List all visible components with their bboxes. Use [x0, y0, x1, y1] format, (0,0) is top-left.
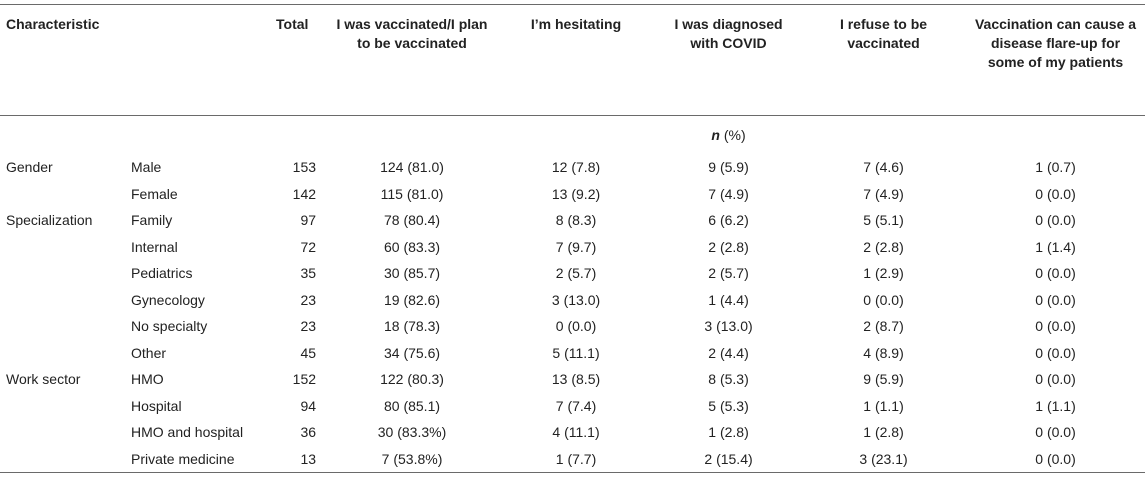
cell-subgroup: Family — [131, 212, 173, 229]
table-row — [0, 419, 1145, 446]
cell-group: Gender — [6, 159, 53, 176]
cell-vaccinated: 115 (81.0) — [380, 185, 444, 202]
cell-group — [0, 393, 125, 420]
cell-refuse: 1 (2.8) — [863, 424, 904, 441]
cell-refuse: 5 (5.1) — [863, 212, 904, 229]
cell-total: 153 — [292, 159, 317, 176]
cell-refuse: 1 (2.9) — [863, 265, 904, 282]
header-row — [0, 5, 1145, 116]
cell-refuse: 1 (1.1) — [863, 397, 904, 414]
cell-vaccinated: 124 (81.0) — [380, 159, 444, 176]
cell-total: 94 — [300, 397, 317, 414]
cell-vaccinated: 122 (80.3) — [380, 371, 444, 388]
cell-diagnosed: 2 (4.4) — [708, 344, 749, 361]
cell-subgroup: Male — [131, 159, 162, 176]
table-row — [0, 393, 1145, 420]
cell-subgroup: Gynecology — [131, 291, 205, 308]
cell-flare-up: 0 (0.0) — [1035, 344, 1076, 361]
table-body — [0, 116, 1145, 473]
cell-diagnosed: 7 (4.9) — [708, 185, 749, 202]
cell-flare-up: 0 (0.0) — [1035, 265, 1076, 282]
cell-total: 36 — [300, 424, 317, 441]
cell-vaccinated: 18 (78.3) — [383, 318, 441, 335]
header-hesitating: I’m hesitating — [496, 5, 656, 116]
cell-flare-up: 0 (0.0) — [1035, 371, 1076, 388]
cell-hesitating: 12 (7.8) — [551, 159, 601, 176]
cell-total: 152 — [292, 371, 317, 388]
cell-refuse: 0 (0.0) — [863, 291, 904, 308]
cell-vaccinated: 34 (75.6) — [383, 344, 441, 361]
cell-subgroup: HMO — [131, 371, 164, 388]
table-row — [0, 181, 1145, 208]
cell-total: 23 — [300, 318, 317, 335]
cell-refuse: 3 (23.1) — [801, 446, 966, 473]
cell-diagnosed: 9 (5.9) — [708, 159, 749, 176]
cell-group: Specialization — [6, 212, 93, 229]
cell-diagnosed: 2 (5.7) — [708, 265, 749, 282]
cell-diagnosed: 3 (13.0) — [704, 318, 753, 335]
cell-hesitating: 0 (0.0) — [555, 318, 597, 335]
cell-hesitating: 8 (8.3) — [555, 212, 597, 229]
cell-flare-up: 0 (0.0) — [1035, 185, 1076, 202]
cell-diagnosed: 8 (5.3) — [708, 371, 749, 388]
cell-vaccinated: 78 (80.4) — [383, 212, 441, 229]
table-row — [0, 207, 1145, 234]
cell-flare-up: 0 (0.0) — [1035, 318, 1076, 335]
cell-group: Work sector — [6, 371, 81, 388]
cell-subgroup: HMO and hospital — [131, 424, 244, 441]
unit-pct: (%) — [719, 127, 746, 143]
table-row — [0, 234, 1145, 261]
cell-refuse: 4 (8.9) — [863, 344, 904, 361]
cell-flare-up: 0 (0.0) — [1035, 424, 1076, 441]
cell-group — [0, 313, 125, 340]
cell-diagnosed: 1 (4.4) — [708, 291, 749, 308]
header-refuse: I refuse to be vaccinated — [801, 5, 966, 116]
cell-refuse: 7 (4.6) — [863, 159, 904, 176]
cell-total: 35 — [300, 265, 317, 282]
cell-flare-up: 0 (0.0) — [1035, 291, 1076, 308]
cell-diagnosed: 2 (2.8) — [708, 238, 749, 255]
cell-diagnosed: 5 (5.3) — [708, 397, 749, 414]
cell-subgroup: Female — [131, 185, 178, 202]
cell-refuse: 2 (8.7) — [863, 318, 904, 335]
cell-refuse: 9 (5.9) — [863, 371, 904, 388]
cell-group — [0, 340, 125, 367]
cell-hesitating: 13 (8.5) — [551, 371, 601, 388]
header-diagnosed: I was diagnosed with COVID — [656, 5, 801, 116]
cell-group — [0, 181, 125, 208]
header-vaccinated: I was vaccinated/I plan to be vaccinated — [328, 5, 496, 116]
cell-refuse: 2 (2.8) — [863, 238, 904, 255]
cell-total: 45 — [300, 344, 317, 361]
cell-total: 97 — [300, 212, 317, 229]
cell-total: 23 — [300, 291, 317, 308]
cell-subgroup: Hospital — [131, 397, 182, 414]
header-flare-up: Vaccination can cause a disease flare-up for some of my patients — [966, 5, 1145, 116]
table-row — [0, 287, 1145, 314]
header-total: Total — [270, 5, 328, 116]
cell-hesitating: 7 (7.4) — [555, 397, 597, 414]
cell-hesitating: 7 (9.7) — [555, 238, 597, 255]
cell-group — [0, 419, 125, 446]
vaccination-attitudes-table — [0, 4, 1145, 473]
table-row — [0, 154, 1145, 181]
cell-total: 13 — [270, 446, 328, 473]
cell-vaccinated: 80 (85.1) — [383, 397, 441, 414]
cell-hesitating: 4 (11.1) — [552, 424, 600, 441]
cell-diagnosed: 6 (6.2) — [708, 212, 749, 229]
cell-flare-up: 1 (1.4) — [1035, 238, 1076, 255]
cell-vaccinated: 19 (82.6) — [383, 291, 441, 308]
cell-vaccinated: 30 (85.7) — [383, 265, 441, 282]
table-row — [0, 340, 1145, 367]
unit-label — [656, 116, 801, 155]
cell-group — [0, 260, 125, 287]
cell-group — [0, 234, 125, 261]
cell-group — [0, 287, 125, 314]
table-row — [0, 366, 1145, 393]
cell-hesitating: 5 (11.1) — [552, 344, 600, 361]
header-characteristic: Characteristic — [0, 5, 270, 116]
cell-flare-up: 1 (1.1) — [1035, 397, 1076, 414]
cell-subgroup: Pediatrics — [131, 265, 193, 282]
cell-hesitating: 13 (9.2) — [551, 185, 601, 202]
unit-row — [0, 116, 1145, 155]
cell-diagnosed: 1 (2.8) — [708, 424, 749, 441]
table-row — [0, 446, 1145, 473]
table-row — [0, 260, 1145, 287]
cell-flare-up: 0 (0.0) — [1035, 212, 1076, 229]
cell-vaccinated: 7 (53.8%) — [328, 446, 496, 473]
cell-total: 72 — [300, 238, 317, 255]
cell-flare-up: 1 (0.7) — [1035, 159, 1076, 176]
unit-n: n — [711, 127, 720, 143]
table-row — [0, 313, 1145, 340]
table-header — [0, 5, 1145, 116]
cell-vaccinated: 60 (83.3) — [383, 238, 441, 255]
cell-group — [0, 446, 125, 473]
cell-subgroup: Private medicine — [125, 446, 270, 473]
cell-hesitating: 2 (5.7) — [555, 265, 597, 282]
cell-hesitating: 1 (7.7) — [496, 446, 656, 473]
cell-subgroup: Internal — [131, 238, 178, 255]
cell-vaccinated: 30 (83.3%) — [377, 424, 447, 441]
cell-hesitating: 3 (13.0) — [551, 291, 601, 308]
cell-subgroup: No specialty — [131, 318, 208, 335]
cell-total: 142 — [292, 185, 317, 202]
cell-refuse: 7 (4.9) — [863, 185, 904, 202]
cell-subgroup: Other — [131, 344, 167, 361]
cell-flare-up: 0 (0.0) — [966, 446, 1145, 473]
cell-diagnosed: 2 (15.4) — [656, 446, 801, 473]
